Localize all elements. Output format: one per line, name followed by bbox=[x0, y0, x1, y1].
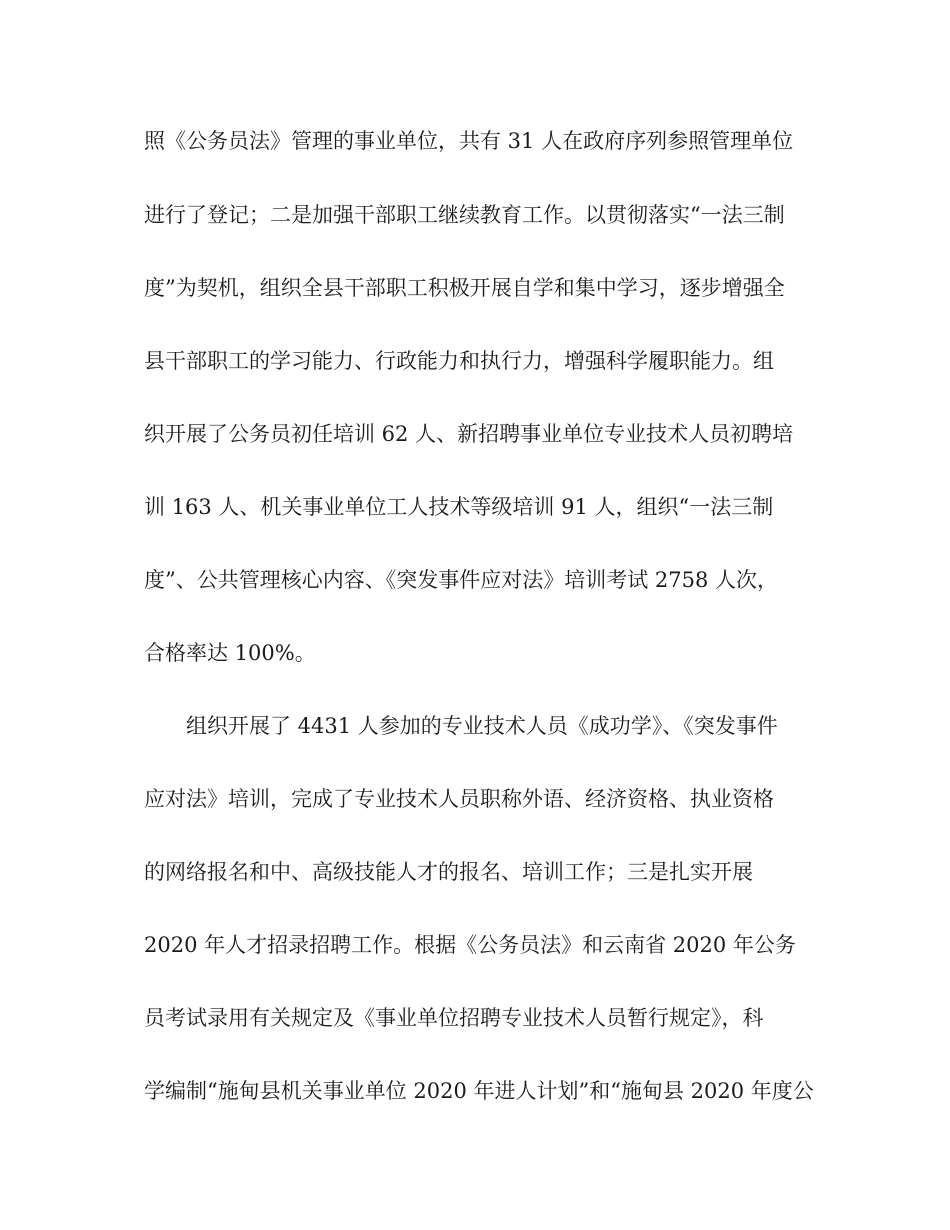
text-line: 2020 年人才招录招聘工作。根据《公务员法》和云南省 2020 年公务 bbox=[144, 933, 796, 957]
text-line: 照《公务员法》管理的事业单位，共有 31 人在政府序列参照管理单位 bbox=[144, 129, 794, 153]
text-line: 学编制“施甸县机关事业单位 2020 年进人计划”和“施甸县 2020 年度公 bbox=[144, 1079, 814, 1103]
text-line: 进行了登记；二是加强干部职工继续教育工作。以贯彻落实“一法三制 bbox=[144, 203, 785, 227]
text-line: 合格率达 100%。 bbox=[144, 641, 316, 665]
text-line: 员考试录用有关规定及《事业单位招聘专业技术人员暂行规定》，科 bbox=[144, 1006, 764, 1030]
text-line: 织开展了公务员初任培训 62 人、新招聘事业单位专业技术人员初聘培 bbox=[144, 422, 794, 446]
text-line: 度”为契机，组织全县干部职工积极开展自学和集中学习，逐步增强全 bbox=[144, 276, 785, 300]
text-line: 的网络报名和中、高级技能人才的报名、培训工作；三是扎实开展 bbox=[144, 860, 753, 884]
text-line: 应对法》培训，完成了专业技术人员职称外语、经济资格、执业资格 bbox=[144, 787, 774, 811]
text-line: 县干部职工的学习能力、行政能力和执行力，增强科学履职能力。组 bbox=[144, 349, 774, 373]
text-line: 度”、公共管理核心内容、《突发事件应对法》培训考试 2758 人次， bbox=[144, 568, 779, 592]
paragraph-first-line: 组织开展了 4431 人参加的专业技术人员《成功学》、《突发事件 bbox=[186, 714, 778, 738]
text-line: 训 163 人、机关事业单位工人技术等级培训 91 人，组织“一法三制 bbox=[144, 495, 774, 519]
